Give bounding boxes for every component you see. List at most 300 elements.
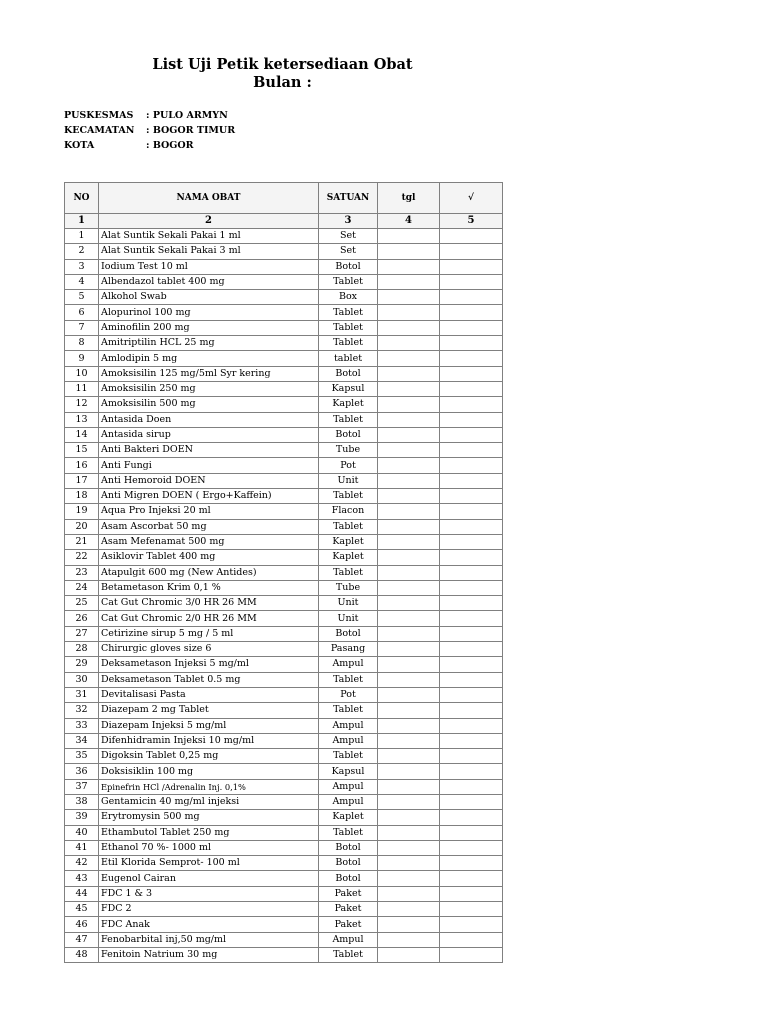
check-cell [440, 504, 503, 519]
unit: Set [319, 244, 378, 259]
row-number: 4 [65, 274, 99, 289]
unit: Tablet [319, 412, 378, 427]
table-row [65, 489, 503, 504]
row-number: 31 [65, 687, 99, 702]
row-number: 19 [65, 504, 99, 519]
unit: Pot [319, 687, 378, 702]
unit: Botol [319, 626, 378, 641]
drug-name: Epinefrin HCl /Adrenalin Inj. 0,1% [99, 779, 319, 794]
table-row [65, 580, 503, 595]
drug-name: Cat Gut Chromic 3/0 HR 26 MM [99, 596, 319, 611]
check-cell [440, 932, 503, 947]
drug-name: Iodium Test 10 ml [99, 259, 319, 274]
table-row [65, 504, 503, 519]
check-cell [440, 519, 503, 534]
table-row [65, 443, 503, 458]
table-row [65, 611, 503, 626]
column-number: 2 [99, 214, 319, 229]
table-row [65, 381, 503, 396]
check-cell [440, 473, 503, 488]
check-cell [440, 611, 503, 626]
check-cell [440, 856, 503, 871]
unit: Box [319, 290, 378, 305]
header-tgl: tgl [378, 183, 440, 214]
unit: Tablet [319, 274, 378, 289]
header-nama-obat: NAMA OBAT [99, 183, 319, 214]
drug-name: Antasida sirup [99, 427, 319, 442]
unit: Tablet [319, 320, 378, 335]
check-cell [440, 902, 503, 917]
drug-name: Digoksin Tablet 0,25 mg [99, 749, 319, 764]
row-number: 20 [65, 519, 99, 534]
drug-name: Amitriptilin HCL 25 mg [99, 336, 319, 351]
tgl-cell [378, 336, 440, 351]
unit: Ampul [319, 779, 378, 794]
check-cell [440, 947, 503, 962]
drug-name: Chirurgic gloves size 6 [99, 642, 319, 657]
tgl-cell [378, 534, 440, 549]
drug-name: Antasida Doen [99, 412, 319, 427]
unit: Botol [319, 366, 378, 381]
row-number: 32 [65, 703, 99, 718]
check-cell [440, 290, 503, 305]
drug-name: Eugenol Cairan [99, 871, 319, 886]
row-number: 5 [65, 290, 99, 305]
drug-name: Asam Mefenamat 500 mg [99, 534, 319, 549]
table-row [65, 596, 503, 611]
row-number: 1 [65, 229, 99, 244]
unit: Tablet [319, 947, 378, 962]
unit: Botol [319, 427, 378, 442]
tgl-cell [378, 565, 440, 580]
table-row [65, 703, 503, 718]
check-cell [440, 794, 503, 809]
drug-name: Ethambutol Tablet 250 mg [99, 825, 319, 840]
check-cell [440, 580, 503, 595]
document-subtitle: Bulan : [253, 74, 312, 91]
table-row [65, 473, 503, 488]
row-number: 29 [65, 657, 99, 672]
unit: Unit [319, 473, 378, 488]
tgl-cell [378, 932, 440, 947]
table-row [65, 672, 503, 687]
tgl-cell [378, 672, 440, 687]
drug-name: Aminofilin 200 mg [99, 320, 319, 335]
tgl-cell [378, 917, 440, 932]
table-row [65, 840, 503, 855]
tgl-cell [378, 687, 440, 702]
unit: Tablet [319, 489, 378, 504]
row-number: 13 [65, 412, 99, 427]
tgl-cell [378, 489, 440, 504]
row-number: 41 [65, 840, 99, 855]
tgl-cell [378, 443, 440, 458]
column-number: 3 [319, 214, 378, 229]
unit: Kapsul [319, 381, 378, 396]
row-number: 24 [65, 580, 99, 595]
tgl-cell [378, 810, 440, 825]
check-cell [440, 259, 503, 274]
check-cell [440, 381, 503, 396]
unit: Paket [319, 886, 378, 901]
unit: Botol [319, 856, 378, 871]
check-cell [440, 642, 503, 657]
row-number: 48 [65, 947, 99, 962]
drug-name: Aqua Pro Injeksi 20 ml [99, 504, 319, 519]
table-row [65, 642, 503, 657]
table-row [65, 305, 503, 320]
tgl-cell [378, 305, 440, 320]
unit: Botol [319, 840, 378, 855]
row-number: 15 [65, 443, 99, 458]
unit: Tablet [319, 825, 378, 840]
unit: Pasang [319, 642, 378, 657]
unit: Ampul [319, 733, 378, 748]
unit: Botol [319, 871, 378, 886]
check-cell [440, 596, 503, 611]
row-number: 37 [65, 779, 99, 794]
tgl-cell [378, 825, 440, 840]
row-number: 42 [65, 856, 99, 871]
table-row [65, 366, 503, 381]
row-number: 2 [65, 244, 99, 259]
row-number: 8 [65, 336, 99, 351]
table-row [65, 764, 503, 779]
drug-name: Asam Ascorbat 50 mg [99, 519, 319, 534]
tgl-cell [378, 840, 440, 855]
unit: Tablet [319, 703, 378, 718]
drug-name: Alat Suntik Sekali Pakai 3 ml [99, 244, 319, 259]
tgl-cell [378, 519, 440, 534]
table-body [65, 229, 503, 963]
drug-name: Anti Hemoroid DOEN [99, 473, 319, 488]
unit: Unit [319, 611, 378, 626]
check-cell [440, 749, 503, 764]
row-number: 39 [65, 810, 99, 825]
row-number: 40 [65, 825, 99, 840]
drug-name: Alkohol Swab [99, 290, 319, 305]
drug-name: Erytromysin 500 mg [99, 810, 319, 825]
unit: Kaplet [319, 810, 378, 825]
info-line [64, 125, 235, 136]
tgl-cell [378, 902, 440, 917]
tgl-cell [378, 626, 440, 641]
check-cell [440, 886, 503, 901]
row-number: 47 [65, 932, 99, 947]
check-cell [440, 825, 503, 840]
column-number-row [65, 214, 503, 229]
row-number: 45 [65, 902, 99, 917]
column-number: 4 [378, 214, 440, 229]
row-number: 9 [65, 351, 99, 366]
unit: Paket [319, 902, 378, 917]
table-row [65, 825, 503, 840]
drug-name: Alat Suntik Sekali Pakai 1 ml [99, 229, 319, 244]
check-cell [440, 672, 503, 687]
unit: tablet [319, 351, 378, 366]
drug-name: Cetirizine sirup 5 mg / 5 ml [99, 626, 319, 641]
check-cell [440, 443, 503, 458]
unit: Tablet [319, 672, 378, 687]
table-row [65, 458, 503, 473]
unit: Tablet [319, 519, 378, 534]
tgl-cell [378, 886, 440, 901]
table-row [65, 810, 503, 825]
tgl-cell [378, 397, 440, 412]
check-cell [440, 657, 503, 672]
table-row [65, 871, 503, 886]
tgl-cell [378, 274, 440, 289]
unit: Ampul [319, 794, 378, 809]
check-cell [440, 397, 503, 412]
tgl-cell [378, 764, 440, 779]
check-cell [440, 764, 503, 779]
unit: Tablet [319, 336, 378, 351]
tgl-cell [378, 779, 440, 794]
tgl-cell [378, 473, 440, 488]
row-number: 6 [65, 305, 99, 320]
drug-name: Asiklovir Tablet 400 mg [99, 550, 319, 565]
drug-name: FDC Anak [99, 917, 319, 932]
drug-name: Gentamicin 40 mg/ml injeksi [99, 794, 319, 809]
table-row [65, 749, 503, 764]
table-row [65, 550, 503, 565]
drug-name: Difenhidramin Injeksi 10 mg/ml [99, 733, 319, 748]
drug-name: Amoksisilin 125 mg/5ml Syr kering [99, 366, 319, 381]
table-row [65, 856, 503, 871]
tgl-cell [378, 412, 440, 427]
row-number: 18 [65, 489, 99, 504]
row-number: 38 [65, 794, 99, 809]
row-number: 27 [65, 626, 99, 641]
tgl-cell [378, 794, 440, 809]
check-cell [440, 320, 503, 335]
row-number: 22 [65, 550, 99, 565]
row-number: 3 [65, 259, 99, 274]
drug-name: Anti Migren DOEN ( Ergo+Kaffein) [99, 489, 319, 504]
row-number: 16 [65, 458, 99, 473]
tgl-cell [378, 259, 440, 274]
check-cell [440, 336, 503, 351]
row-number: 34 [65, 733, 99, 748]
unit: Ampul [319, 932, 378, 947]
unit: Kaplet [319, 397, 378, 412]
check-cell [440, 810, 503, 825]
drug-name: FDC 1 & 3 [99, 886, 319, 901]
table-row [65, 657, 503, 672]
check-cell [440, 366, 503, 381]
drug-name: Fenobarbital inj,50 mg/ml [99, 932, 319, 947]
table-row [65, 412, 503, 427]
check-cell [440, 229, 503, 244]
table-row [65, 229, 503, 244]
check-cell [440, 779, 503, 794]
check-cell [440, 840, 503, 855]
table-row [65, 917, 503, 932]
drug-name: Amlodipin 5 mg [99, 351, 319, 366]
tgl-cell [378, 427, 440, 442]
tgl-cell [378, 580, 440, 595]
tgl-cell [378, 733, 440, 748]
info-value: : BOGOR TIMUR [146, 125, 236, 136]
tgl-cell [378, 947, 440, 962]
drug-name: Deksametason Tablet 0.5 mg [99, 672, 319, 687]
check-cell [440, 427, 503, 442]
tgl-cell [378, 749, 440, 764]
info-key: KECAMATAN [64, 125, 135, 136]
unit: Pot [319, 458, 378, 473]
tgl-cell [378, 596, 440, 611]
table-row [65, 397, 503, 412]
row-number: 25 [65, 596, 99, 611]
unit: Unit [319, 596, 378, 611]
row-number: 12 [65, 397, 99, 412]
table-row [65, 259, 503, 274]
table-row [65, 779, 503, 794]
column-number: 5 [440, 214, 503, 229]
row-number: 7 [65, 320, 99, 335]
column-number: 1 [65, 214, 99, 229]
table-row [65, 336, 503, 351]
drug-name: Deksametason Injeksi 5 mg/ml [99, 657, 319, 672]
row-number: 14 [65, 427, 99, 442]
unit: Kaplet [319, 534, 378, 549]
tgl-cell [378, 320, 440, 335]
check-cell [440, 733, 503, 748]
tgl-cell [378, 229, 440, 244]
table-header-row [65, 183, 503, 214]
info-line [64, 110, 228, 121]
table-row [65, 947, 503, 962]
header-no: NO [65, 183, 99, 214]
drug-name: Anti Fungi [99, 458, 319, 473]
check-cell [440, 489, 503, 504]
check-cell [440, 565, 503, 580]
table-row [65, 244, 503, 259]
info-value: : PULO ARMYN [146, 110, 228, 121]
check-cell [440, 917, 503, 932]
row-number: 33 [65, 718, 99, 733]
table-row [65, 886, 503, 901]
unit: Tablet [319, 749, 378, 764]
header-check: √ [440, 183, 503, 214]
check-cell [440, 703, 503, 718]
table-row [65, 519, 503, 534]
check-cell [440, 458, 503, 473]
header-satuan: SATUAN [319, 183, 378, 214]
tgl-cell [378, 703, 440, 718]
row-number: 28 [65, 642, 99, 657]
table-row [65, 718, 503, 733]
drug-name: Amoksisilin 250 mg [99, 381, 319, 396]
unit: Tablet [319, 305, 378, 320]
unit: Tube [319, 443, 378, 458]
tgl-cell [378, 718, 440, 733]
check-cell [440, 687, 503, 702]
row-number: 46 [65, 917, 99, 932]
drug-name: Betametason Krim 0,1 % [99, 580, 319, 595]
unit: Ampul [319, 657, 378, 672]
table-row [65, 351, 503, 366]
unit: Flacon [319, 504, 378, 519]
tgl-cell [378, 366, 440, 381]
table-row [65, 932, 503, 947]
info-value: : BOGOR [146, 140, 194, 151]
row-number: 11 [65, 381, 99, 396]
tgl-cell [378, 381, 440, 396]
info-key: KOTA [64, 140, 95, 151]
table-row [65, 902, 503, 917]
row-number: 10 [65, 366, 99, 381]
table-row [65, 626, 503, 641]
drug-name: Fenitoin Natrium 30 mg [99, 947, 319, 962]
drug-name: Anti Bakteri DOEN [99, 443, 319, 458]
tgl-cell [378, 642, 440, 657]
table-row [65, 534, 503, 549]
check-cell [440, 412, 503, 427]
row-number: 43 [65, 871, 99, 886]
drug-name: Atapulgit 600 mg (New Antides) [99, 565, 319, 580]
tgl-cell [378, 504, 440, 519]
table-row [65, 290, 503, 305]
drug-name: Devitalisasi Pasta [99, 687, 319, 702]
tgl-cell [378, 657, 440, 672]
row-number: 35 [65, 749, 99, 764]
table-row [65, 565, 503, 580]
check-cell [440, 534, 503, 549]
document-title: List Uji Petik ketersediaan Obat [152, 56, 413, 73]
check-cell [440, 305, 503, 320]
check-cell [440, 351, 503, 366]
unit: Ampul [319, 718, 378, 733]
unit: Paket [319, 917, 378, 932]
tgl-cell [378, 871, 440, 886]
tgl-cell [378, 290, 440, 305]
tgl-cell [378, 244, 440, 259]
unit: Botol [319, 259, 378, 274]
check-cell [440, 718, 503, 733]
row-number: 44 [65, 886, 99, 901]
check-cell [440, 244, 503, 259]
drug-name: Cat Gut Chromic 2/0 HR 26 MM [99, 611, 319, 626]
drug-name: Albendazol tablet 400 mg [99, 274, 319, 289]
drug-name: Diazepam 2 mg Tablet [99, 703, 319, 718]
tgl-cell [378, 351, 440, 366]
drug-name: Ethanol 70 %- 1000 ml [99, 840, 319, 855]
table-row [65, 320, 503, 335]
drug-name: Diazepam Injeksi 5 mg/ml [99, 718, 319, 733]
table-row [65, 687, 503, 702]
unit: Kapsul [319, 764, 378, 779]
row-number: 17 [65, 473, 99, 488]
info-key: PUSKESMAS [64, 110, 134, 121]
check-cell [440, 871, 503, 886]
table-row [65, 733, 503, 748]
drug-name: Doksisiklin 100 mg [99, 764, 319, 779]
drug-name: FDC 2 [99, 902, 319, 917]
unit: Kaplet [319, 550, 378, 565]
unit: Tablet [319, 565, 378, 580]
drug-name: Amoksisilin 500 mg [99, 397, 319, 412]
tgl-cell [378, 550, 440, 565]
row-number: 36 [65, 764, 99, 779]
check-cell [440, 626, 503, 641]
table-row [65, 274, 503, 289]
unit: Tube [319, 580, 378, 595]
drug-table [64, 182, 503, 963]
tgl-cell [378, 611, 440, 626]
check-cell [440, 550, 503, 565]
